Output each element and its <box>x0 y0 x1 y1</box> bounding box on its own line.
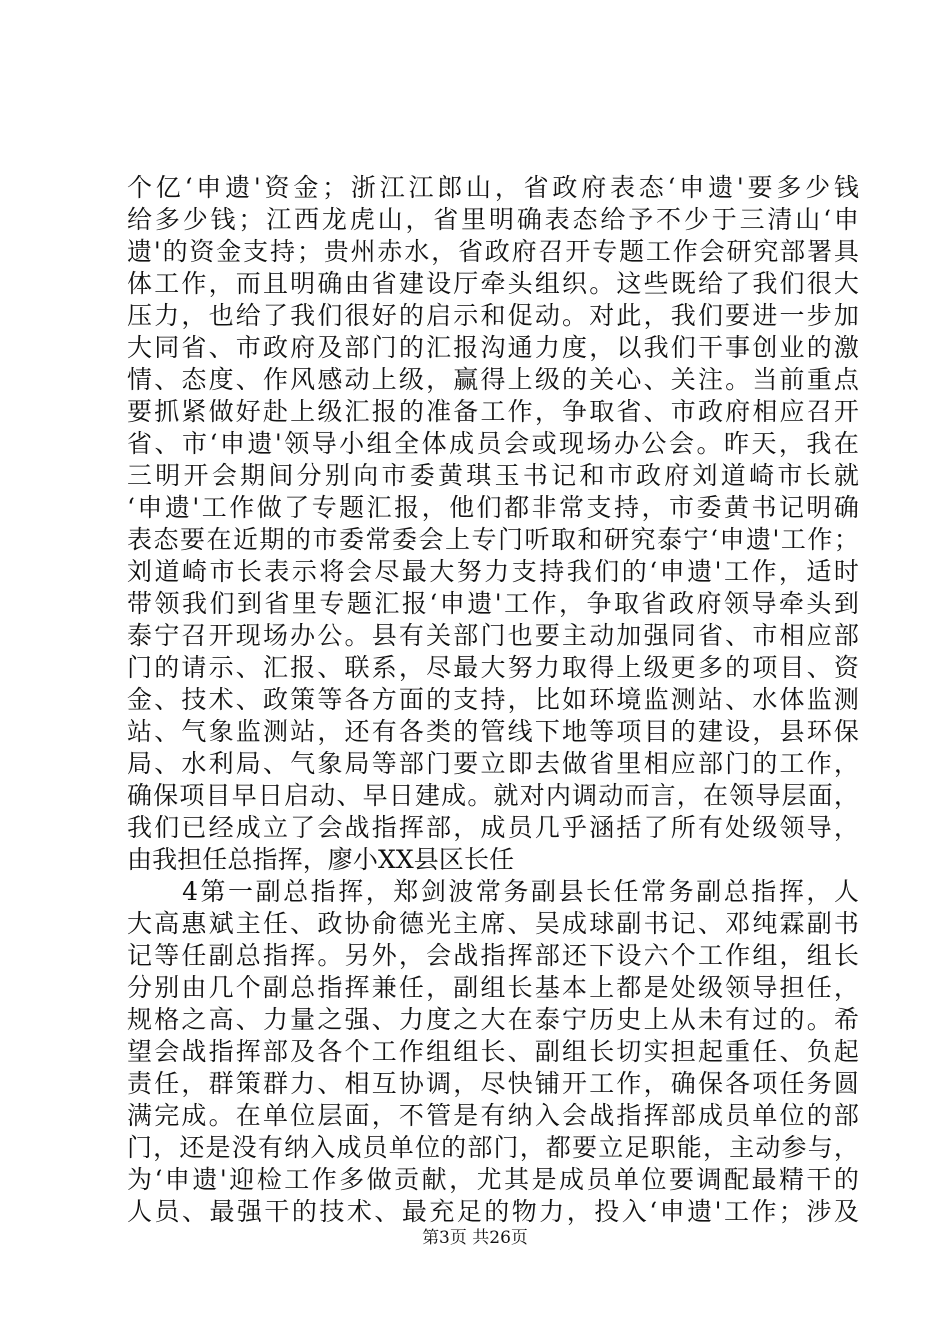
text-line: 三明开会期间分别向市委黄琪玉书记和市政府刘道崎市长就 <box>127 461 859 490</box>
text-line: ‘申遗'工作做了专题汇报，他们都非常支持，市委黄书记明确 <box>127 493 859 522</box>
text-line: 大高惠斌主任、政协俞德光主席、吴成球副书记、邓纯霖副书 <box>127 909 859 938</box>
text-line: 情、态度、作风感动上级，赢得上级的关心、关注。当前重点 <box>127 365 859 394</box>
text-line: 表态要在近期的市委常委会上专门听取和研究泰宁‘申遗'工作； <box>127 525 859 554</box>
text-line: 由我担任总指挥，廖小XX县区长任 <box>127 845 515 874</box>
text-line: 望会战指挥部及各个工作组组长、副组长切实担起重任、负起 <box>127 1037 859 1066</box>
text-line: 给多少钱；江西龙虎山，省里明确表态给予不少于三清山‘申 <box>127 205 859 234</box>
text-line: 泰宁召开现场办公。县有关部门也要主动加强同省、市相应部 <box>127 621 859 650</box>
text-line: 门，还是没有纳入成员单位的部门，都要立足职能，主动参与， <box>127 1133 859 1162</box>
text-line: 刘道崎市长表示将会尽最大努力支持我们的‘申遗'工作，适时 <box>127 557 859 586</box>
text-line: 要抓紧做好赴上级汇报的准备工作，争取省、市政府相应召开 <box>127 397 859 426</box>
text-line: 大同省、市政府及部门的汇报沟通力度，以我们干事创业的激 <box>127 333 859 362</box>
text-line: 我们已经成立了会战指挥部，成员几乎涵括了所有处级领导， <box>127 813 859 842</box>
text-line: 规格之高、力量之强、力度之大在泰宁历史上从未有过的。希 <box>127 1005 859 1034</box>
text-line: 遗'的资金支持；贵州赤水，省政府召开专题工作会研究部署具 <box>127 237 859 266</box>
page-footer: 第3页 共26页 <box>422 1228 528 1248</box>
text-line: 责任，群策群力、相互协调，尽快铺开工作，确保各项任务圆 <box>127 1069 859 1098</box>
text-line: 省、市‘申遗'领导小组全体成员会或现场办公会。昨天，我在 <box>127 429 859 458</box>
text-line: 体工作，而且明确由省建设厅牵头组织。这些既给了我们很大 <box>127 269 859 298</box>
text-line: 4第一副总指挥，郑剑波常务副县长任常务副总指挥，人 <box>127 877 859 906</box>
text-line: 站、气象监测站，还有各类的管线下地等项目的建设，县环保 <box>127 717 859 746</box>
text-line: 分别由几个副总指挥兼任，副组长基本上都是处级领导担任， <box>127 973 859 1002</box>
text-line: 个亿‘申遗'资金；浙江江郎山，省政府表态‘申遗'要多少钱 <box>127 173 859 202</box>
text-line: 满完成。在单位层面，不管是有纳入会战指挥部成员单位的部 <box>127 1101 859 1130</box>
text-line: 记等任副总指挥。另外，会战指挥部还下设六个工作组，组长 <box>127 941 859 970</box>
text-line: 为‘申遗'迎检工作多做贡献，尤其是成员单位要调配最精干的 <box>127 1165 859 1194</box>
body-text <box>127 172 859 1228</box>
text-line: 人员、最强干的技术、最充足的物力，投入‘申遗'工作；涉及 <box>127 1197 859 1226</box>
text-line: 金、技术、政策等各方面的支持，比如环境监测站、水体监测 <box>127 685 859 714</box>
text-line: 确保项目早日启动、早日建成。就对内调动而言，在领导层面， <box>127 781 859 810</box>
text-line: 带领我们到省里专题汇报‘申遗'工作，争取省政府领导牵头到 <box>127 589 859 618</box>
text-line: 压力，也给了我们很好的启示和促动。对此，我们要进一步加 <box>127 301 859 330</box>
text-line: 门的请示、汇报、联系，尽最大努力取得上级更多的项目、资 <box>127 653 859 682</box>
text-line: 局、水利局、气象局等部门要立即去做省里相应部门的工作， <box>127 749 859 778</box>
